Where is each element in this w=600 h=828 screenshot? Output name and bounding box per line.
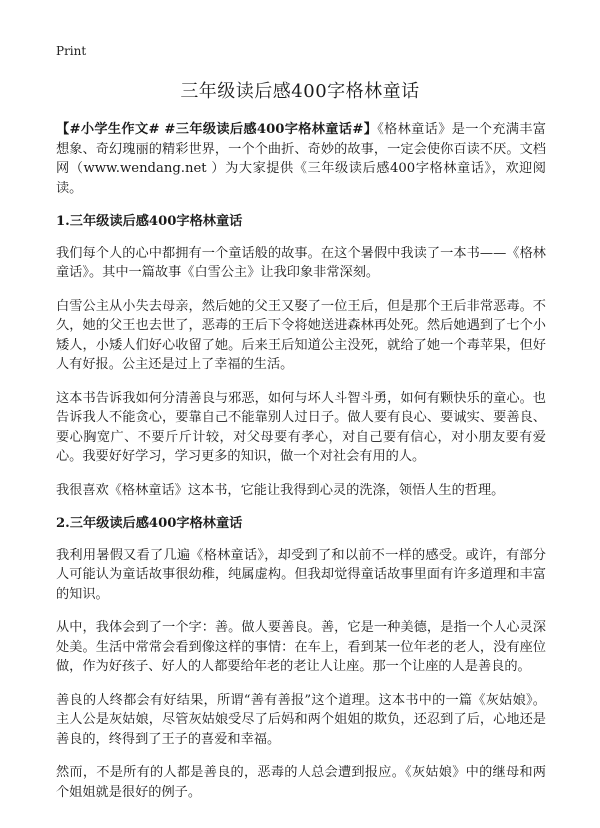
section-1-paragraph-2: 白雪公主从小失去母亲，然后她的父王又娶了一位王后，但是那个王后非常恶毒。不久，她的父王也去世了，恶毒的王后下令将她送进森林再处死。然后她遇到了七个小矮人，小矮人们好心收留了她。后来王后知道公主没死，就给了她一个毒苹果，但好人有好报。公主还是过上了幸福的生活。 <box>56 298 546 372</box>
page-title: 三年级读后感400字格林童话 <box>180 81 420 102</box>
section-2-paragraph-4: 然而，不是所有的人都是善良的，恶毒的人总会遭到报应。《灰姑娘》中的继母和两个姐姐就是很好的例子。 <box>56 765 546 800</box>
section-heading-2: 2.三年级读后感400字格林童话 <box>56 516 243 531</box>
article-body <box>56 120 546 816</box>
intro-text: 《格林童话》是一个充满丰富想象、奇幻瑰丽的精彩世界，一个个曲折、奇妙的故事，一定会使你百读不厌。文档网（www.wendang.net ）为大家提供《三年级读后感400字格林童话》，欢迎阅读。 <box>56 122 546 196</box>
section-2-paragraph-2: 从中，我体会到了一个字：善。做人要善良。善，它是一种美德，是指一个人心灵深处美。生活中常常会看到像这样的事情：在车上，看到某一位年老的老人，没有座位做，作为好孩子、好人的人都要给年老的老让人让座。那一个让座的人是善良的。 <box>56 620 546 674</box>
intro-tags: 【#小学生作文# #三年级读后感400字格林童话#】 <box>56 122 378 137</box>
section-1-paragraph-4: 我很喜欢《格林童话》这本书，它能让我得到心灵的洗涤，领悟人生的哲理。 <box>56 482 505 498</box>
section-2-paragraph-3: 善良的人终都会有好结果，所谓“善有善报”这个道理。这本书中的一篇《灰姑娘》。主人公是灰姑娘，尽管灰姑娘受尽了后妈和两个姐姐的欺负，还忍到了后，心地还是善良的，终得到了王子的喜爱和幸福。 <box>56 692 546 747</box>
section-2-paragraph-1: 我利用暑假又看了几遍《格林童话》，却受到了和以前不一样的感受。或许，有部分人可能认为童话故事很幼稚，纯属虚构。但我却觉得童话故事里面有许多道理和丰富的知识。 <box>56 547 546 602</box>
section-heading-1: 1.三年级读后感400字格林童话 <box>56 214 243 229</box>
section-1-paragraph-3: 这本书告诉我如何分清善良与邪恶，如何与坏人斗智斗勇，如何有颗快乐的童心。也告诉我人不能贪心，要靠自己不能靠别人过日子。做人要有良心、要诚实、要善良、要心胸宽广、不要斤斤计较，对父母要有孝心，对自己要有信心，对小朋友要有爱心。我要好好学习，学习更多的知识，做一个对社会有用的人。 <box>56 390 546 464</box>
print-link[interactable]: Print <box>56 44 87 58</box>
section-1-paragraph-1: 我们每个人的心中都拥有一个童话般的故事。在这个暑假中我读了一本书——《格林童话》。其中一篇故事《白雪公主》让我印象非常深刻。 <box>56 245 546 280</box>
intro-paragraph <box>56 120 546 198</box>
